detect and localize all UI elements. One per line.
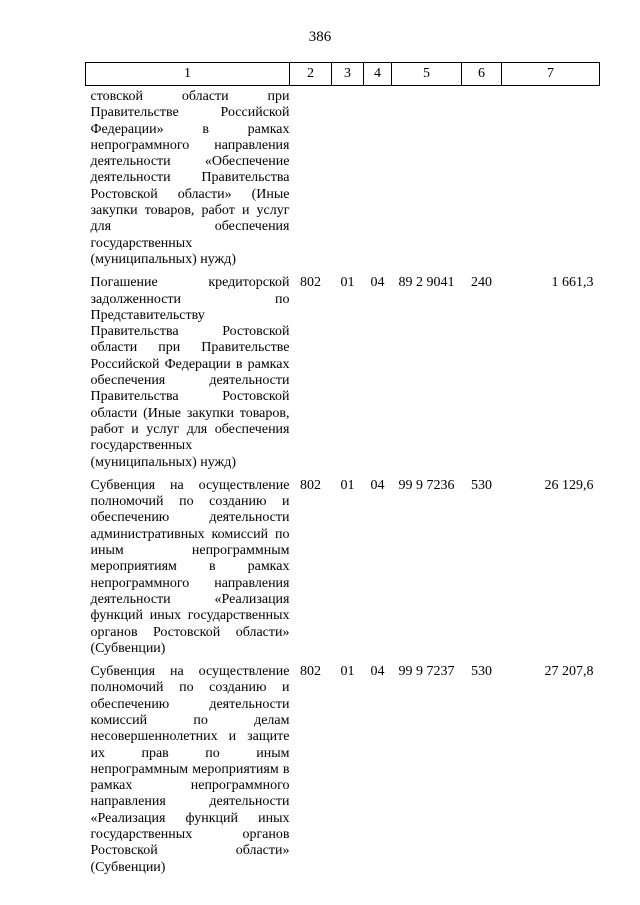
row-name: Субвенция на осуществление полномочий по созданию и обеспечению деятельности комиссий по делам несовершеннолетних и защите их прав по иным непрограммным мероприятиям в рамках непрограммного направления деятельности «Реализация функций иных государственных органов Ростовской области» (Субвенции)	[90, 664, 290, 875]
row-type-code	[462, 86, 502, 276]
row-subsection-code: 04	[370, 664, 385, 680]
header-cell-name: 1	[86, 63, 290, 86]
row-admin-code: 802	[300, 275, 321, 291]
row-name: Погашение кредиторской задолженности по Представительству Правительства Ростовской области при Правительстве Российской Федерации в рамках обеспечения деятельности Правительства Ростовской области (Иные закупки товаров, работ и услуг для обеспечения государственных (муниципальных) нужд)	[90, 275, 290, 470]
row-amount	[502, 86, 600, 276]
header-cell-admin: 2	[290, 63, 332, 86]
table-header	[86, 63, 600, 86]
row-subsection-code: 04	[370, 477, 385, 493]
row-section-code	[332, 86, 364, 276]
row-target-code: 99 9 7236	[398, 477, 455, 493]
row-section-code: 01	[340, 664, 355, 680]
header-cell-amount: 7	[502, 63, 600, 86]
row-section-code: 01	[340, 275, 355, 291]
table-row	[86, 478, 600, 664]
header-cell-type: 6	[462, 63, 502, 86]
row-target-code: 99 9 7237	[398, 664, 455, 680]
row-target-code: 89 2 9041	[398, 275, 455, 291]
table-row	[86, 86, 600, 276]
header-cell-section: 3	[332, 63, 364, 86]
row-subsection-code	[364, 86, 392, 276]
header-row	[86, 63, 600, 86]
budget-table	[85, 62, 600, 883]
header-cell-subsection: 4	[364, 63, 392, 86]
row-admin-code: 802	[300, 664, 321, 680]
row-name: стовской области при Правительстве Российской Федерации» в рамках непрограммного направления деятельности «Обеспечение деятельности Правительства Ростовской области» (Иные закупки товаров, работ и услуг для обеспечения государственных (муниципальных) нужд)	[90, 89, 290, 267]
row-admin-code: 802	[300, 477, 321, 493]
row-subsection-code: 04	[370, 275, 385, 291]
row-type-code: 240	[471, 275, 492, 291]
table-body	[86, 86, 600, 883]
row-admin-code	[290, 86, 332, 276]
header-cell-target: 5	[392, 63, 462, 86]
table-row	[86, 275, 600, 478]
row-name: Субвенция на осуществление полномочий по созданию и обеспечению деятельности административных комиссий по иным непрограммным мероприятиям в рамках непрограммного направления деятельности «Реализация функций иных государственных органов Ростовской области» (Субвенции)	[90, 477, 290, 656]
row-amount: 27 207,8	[544, 664, 594, 680]
row-amount: 26 129,6	[544, 477, 594, 493]
row-amount: 1 661,3	[551, 275, 594, 291]
row-target-code	[392, 86, 462, 276]
row-section-code: 01	[340, 477, 355, 493]
row-type-code: 530	[471, 664, 492, 680]
table-row	[86, 664, 600, 883]
page-number: 386	[308, 29, 332, 45]
row-type-code: 530	[471, 477, 492, 493]
